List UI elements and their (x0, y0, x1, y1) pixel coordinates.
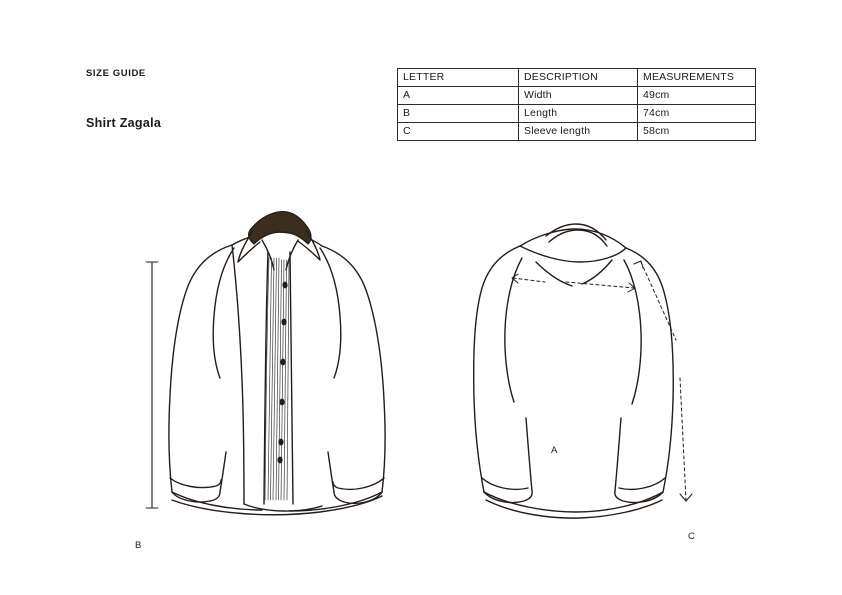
size-guide-label: SIZE GUIDE (86, 68, 146, 79)
measure-arrow-c (634, 261, 692, 501)
measurements-table (397, 68, 756, 141)
table-row (398, 87, 756, 105)
table-row (398, 123, 756, 141)
measure-line-b (146, 262, 158, 508)
cell-description: Length (519, 105, 638, 123)
measure-line-a (513, 278, 634, 288)
garment-illustrations (0, 170, 842, 570)
page-title: Shirt Zagala (86, 116, 162, 130)
shirt-front-view (169, 212, 385, 515)
measure-label-a: A (551, 445, 558, 456)
measure-line-c (641, 262, 686, 500)
cell-measurement: 58cm (638, 123, 756, 141)
table-header-row (398, 69, 756, 87)
cell-description: Sleeve length (519, 123, 638, 141)
cell-letter: C (398, 123, 519, 141)
cell-description: Width (519, 87, 638, 105)
table-header-measurements: MEASUREMENTS (638, 69, 756, 87)
cell-letter: A (398, 87, 519, 105)
cell-measurement: 74cm (638, 105, 756, 123)
cell-measurement: 49cm (638, 87, 756, 105)
measure-label-c: C (688, 531, 695, 542)
collar-fill (249, 212, 311, 244)
table-header-letter: LETTER (398, 69, 519, 87)
table-row (398, 105, 756, 123)
shirt-technical-drawing (0, 170, 842, 570)
table-header-description: DESCRIPTION (519, 69, 638, 87)
measure-label-b: B (135, 540, 142, 551)
cell-letter: B (398, 105, 519, 123)
